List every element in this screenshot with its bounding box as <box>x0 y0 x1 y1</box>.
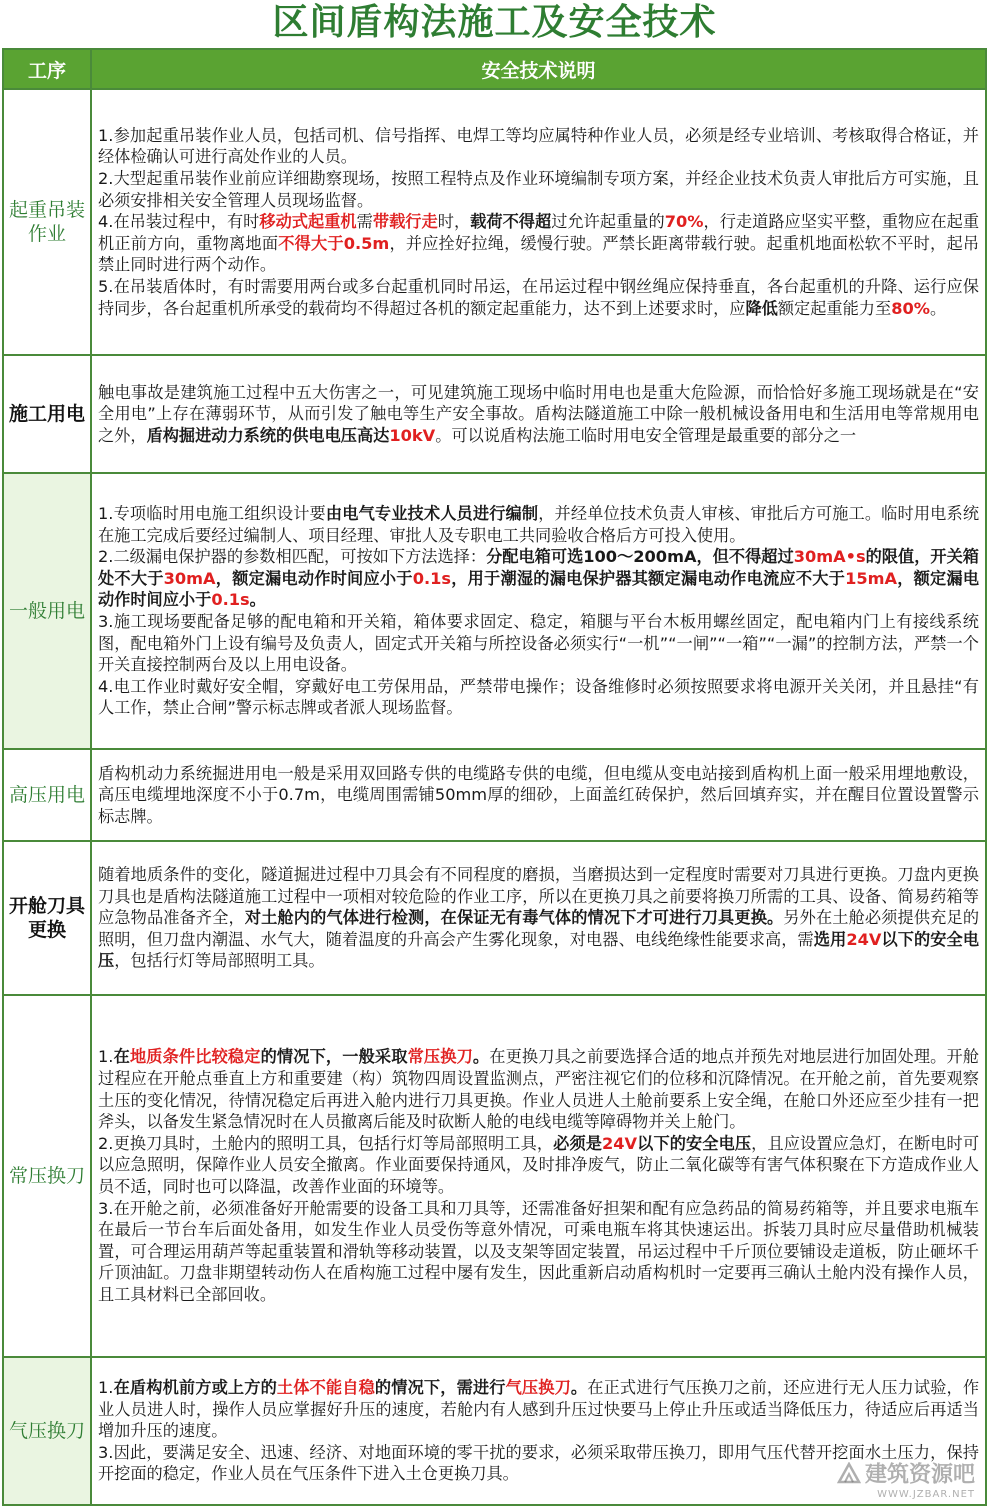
bold-text: 。 <box>472 1047 490 1067</box>
highlight-text: 0.1s <box>211 590 250 610</box>
bold-text: 载荷不得超 <box>470 212 552 232</box>
paragraph <box>98 125 979 168</box>
table-row <box>3 89 986 355</box>
watermark-url: WWW.JZBAR.NET <box>877 1489 975 1500</box>
paragraph <box>98 763 979 828</box>
description-cell <box>91 749 986 841</box>
paragraph <box>98 503 979 546</box>
description-cell <box>91 355 986 473</box>
description-cell <box>91 473 986 749</box>
bold-text: 在盾构机前方或上方的 <box>113 1378 277 1398</box>
paragraph <box>98 1377 979 1442</box>
paragraph <box>98 168 979 211</box>
bold-text: 以下的安全电压 <box>98 929 980 971</box>
text-run: 2.大型起重吊装作业前应详细勘察现场，按照工程特点及作业环境编制专项方案，并经企业技术负责人审批后方可实施，且必须安排相关安全管理人员现场监督。 <box>98 169 979 210</box>
bold-text: 在 <box>113 1047 130 1067</box>
paragraph <box>98 1133 979 1198</box>
bold-text: 的情况下，一般采取 <box>260 1047 408 1067</box>
text-run: 1. <box>98 1378 114 1398</box>
paragraph <box>98 211 979 276</box>
paragraph <box>98 382 979 447</box>
bold-text: ，额定漏电动作时间应小于 <box>215 568 413 588</box>
text-run: 额定起重能力至 <box>777 298 892 318</box>
text-run: 盾构机动力系统掘进用电一般是采用双回路专供的电缆路专供的电缆，但电缆从变电站接到盾构机上面一般采用埋地敷设，高压电缆埋地深度不小于0.7m，电缆周围需铺50mm厚的细砂，上面盖红砖保护，然后回填弃实，并在醒目位置设置警示标志牌。 <box>98 763 979 826</box>
header-description: 安全技术说明 <box>91 49 986 89</box>
highlight-text: 气压换刀 <box>505 1378 571 1398</box>
highlight-text: 带载行走 <box>372 212 438 232</box>
bold-text: ，额定漏电动作时间应小于 <box>98 568 980 610</box>
table-row <box>3 355 986 473</box>
bold-text: 降低 <box>745 298 778 318</box>
text-run: 2.二级漏电保护器的参数相匹配，可按如下方法选择： <box>98 547 487 567</box>
text-run: 需 <box>356 212 373 232</box>
bold-text: 由电气专业技术人员进行编制 <box>325 504 539 524</box>
text-run: 2.更换刀具时，土舱内的照明工具，包括行灯等局部照明工具， <box>98 1133 554 1153</box>
process-cell: 开舱刀具更换 <box>3 841 91 995</box>
paragraph <box>98 1046 979 1132</box>
highlight-text: 0.1s <box>412 568 452 588</box>
text-run: 。 <box>929 298 947 318</box>
text-run: 5.在吊装盾体时，有时需要用两台或多台起重机同时吊运，在吊运过程中钢丝绳应保持垂直，各台起重机的升降、运行应保持同步，各台起重机所承受的载荷均不得超过各机的额定起重能力，达不到上述要求时，应 <box>98 276 979 318</box>
bold-text: 的情况下，需进行 <box>374 1378 506 1398</box>
text-run: 过允许起重量的 <box>551 212 665 232</box>
highlight-text: 常压换刀 <box>407 1047 473 1067</box>
table-row <box>3 841 986 995</box>
process-cell: 一般用电 <box>3 473 91 749</box>
bold-text: 的限值，开关箱处不大于 <box>98 547 979 588</box>
text-run: 时， <box>437 212 471 232</box>
process-cell: 气压换刀 <box>3 1357 91 1505</box>
bold-text: ，用于潮湿的漏电保护器其额定漏电动作电流应不大于 <box>451 568 846 588</box>
bold-text: 分配电箱可选100～200mA，但不得超过 <box>486 547 794 567</box>
bold-text: 。 <box>570 1378 588 1398</box>
text-run: 3.施工现场要配备足够的配电箱和开关箱，箱体要求固定、稳定，箱腿与平台木板用螺丝固定，配电箱内门上有接线系统图，配电箱外门上设有编号及负责人，固定式开关箱与所控设备必须实行“一机”“一闸”“一箱”“一漏”的控制方法，严禁一个开关直接控制两台及以上用电设备。 <box>98 612 979 675</box>
safety-table <box>2 48 987 1506</box>
page-title: 区间盾构法施工及安全技术 <box>272 2 717 43</box>
paragraph <box>98 611 979 676</box>
paragraph <box>98 546 979 611</box>
description-cell <box>91 89 986 355</box>
text-run: 4.电工作业时戴好安全帽，穿戴好电工劳保用品，严禁带电操作；设备维修时必须按照要求将电源开关关闭，并且悬挂“有人工作，禁止合闸”警示标志牌或者派人现场监督。 <box>98 676 979 718</box>
highlight-text: 地质条件比较稳定 <box>129 1047 261 1067</box>
highlight-text: 10kV <box>389 425 436 445</box>
process-cell: 高压用电 <box>3 749 91 841</box>
header-process: 工序 <box>3 49 91 89</box>
bold-text: 盾构掘进动力系统的供电电压高达 <box>146 425 390 445</box>
highlight-text: 80% <box>891 298 930 318</box>
highlight-text: 30mA•s <box>793 547 866 567</box>
process-cell: 施工用电 <box>3 355 91 473</box>
highlight-text: 土体不能自稳 <box>276 1378 375 1398</box>
highlight-text: 24V <box>602 1133 638 1153</box>
text-run: 在正式进行气压换刀之前，还应进行无人压力试验，作业人员进人时，操作人员应掌握好升压的速度，若舱内有人感到升压过快要马上停止升压或适当降低压力，待适应后再适当增加升压的速度。 <box>98 1378 980 1441</box>
table-row <box>3 749 986 841</box>
watermark-name: 建筑资源吧 <box>864 1462 975 1488</box>
process-cell: 起重吊装作业 <box>3 89 91 355</box>
highlight-text: 移动式起重机 <box>259 212 357 232</box>
text-run: 。可以说盾构法施工临时用电安全管理是最重要的部分之一 <box>435 425 857 445</box>
bold-text: 必须是 <box>553 1133 603 1153</box>
bold-text: 对土舱内的气体进行检测，在保证无有毒气体的情况下才可进行刀具更换。 <box>244 908 784 928</box>
watermark <box>837 1462 975 1501</box>
highlight-text: 30mA <box>163 568 216 588</box>
bold-text: 。 <box>249 590 266 610</box>
highlight-text: 24V <box>846 929 882 949</box>
paragraph <box>98 276 979 319</box>
text-run: 3.因此，要满足安全、迅速、经济、对地面环境的零干扰的要求，必须采取带压换刀，即用气压代替开挖面水土压力，保持开挖面的稳定，作业人员在气压条件下进入土仓更换刀具。 <box>98 1442 979 1484</box>
watermark-logo-icon <box>837 1462 861 1489</box>
text-run: 在更换刀具之前要选择合适的地点并预先对地层进行加固处理。开舱过程应在开舱点垂直上方和重要建（构）筑物四周设置监测点，严密注视它们的位移和沉降情况。在开舱之前，首先要观察土压的变化情况，待情况稳定后再进入舱内进行刀具更换。作业人员进人土舱前要系上安全绳，在舱口外还应至少挂有一把斧头，以备发生紧急情况时在人员撤离后能及时砍断人舱的电线电缆等障碍物并关上舱门。 <box>98 1047 980 1132</box>
text-run: ，并经单位技术负责人审核、审批后方可施工。临时用电系统在施工完成后要经过编制人、项目经理、审批人及专职电工共同验收合格后方可投入使用。 <box>98 504 980 545</box>
highlight-text: 不得大于0.5m <box>278 233 390 253</box>
highlight-text: 15mA <box>845 568 897 588</box>
text-run: 1.专项临时用电施工组织设计要 <box>98 504 326 524</box>
text-run: 3.在开舱之前，必须准备好开舱需要的设备工具和刀具等，还需准备好担架和配有应急药品的简易药箱等，并且要求电瓶车在最后一节台车后面处备用，如发生作业人员受伤等意外情况，可乘电瓶车将其快速运出。拆装刀具时应尽量借助机械装置，可合理运用葫芦等起重装置和滑轨等移动装置，以及支架等固定装置，吊运过程中千斤顶位要铺设走道板，防止砸坏千斤顶油缸。刀盘非期望转动伤人在盾构施工过程中屡有发生，因此重新启动盾构机时一定要再三确认土舱内没有操作人员，且工具材料已全部回收。 <box>98 1198 979 1304</box>
text-run: 随着地质条件的变化，隧道掘进过程中刀具会有不同程度的磨损，当磨损达到一定程度时需要对刀具进行更换。刀盘内更换刀具也是盾构法隧道施工过程中一项相对较危险的作业工序，所以在更换刀具之前要将换刀所需的工具、设备、简易药箱等应急物品准备齐全， <box>98 865 979 928</box>
bold-text: 以下的安全电压 <box>637 1133 752 1153</box>
text-run: ，行走道路应坚实平整，重物应在起重机正前方向，重物离地面 <box>98 212 980 253</box>
table-row <box>3 995 986 1357</box>
text-run: 1.参加起重吊装作业人员，包括司机、信号指挥、电焊工等均应属特种作业人员，必须是经专业培训、考核取得合格证，并经体检确认可进行高处作业的人员。 <box>98 125 979 167</box>
text-run: ，包括行灯等局部照明工具。 <box>114 951 325 971</box>
text-run: 触电事故是建筑施工过程中五大伤害之一，可见建筑施工现场中临时用电也是重大危险源，而恰恰好多施工现场就是在“安全用电”上存在薄弱环节，从而引发了触电等生产安全事故。盾构法隧道施工中除一般机械设备用电和生活用电等常规用电之外， <box>98 382 979 445</box>
process-cell: 常压换刀 <box>3 995 91 1357</box>
table-header-row <box>3 49 986 89</box>
text-run: ，并应拴好拉绳，缓慢行驶。严禁长距离带载行驶。起重机地面松软不平时，起吊禁止同时进行两个动作。 <box>98 233 980 275</box>
text-run: 另外在土舱必须提供充足的照明，但刀盘内潮温、水气大，随着温度的升高会产生雾化现象，对电器、电线绝缘性能要求高，需 <box>98 908 980 949</box>
table-row <box>3 473 986 749</box>
paragraph <box>98 676 979 719</box>
text-run: 4.在吊装过程中，有时 <box>98 212 260 232</box>
paragraph <box>98 864 979 972</box>
highlight-text: 70% <box>664 212 704 232</box>
text-run: ，且应设置应急灯，在断电时可以应急照明，保障作业人员安全撤离。作业面要保持通风，及时排净废气，防止二氧化碳等有害气体积聚在下方造成作业人员不适，同时也可以降温，改善作业面的环境等。 <box>98 1133 980 1196</box>
description-cell <box>91 995 986 1357</box>
description-cell <box>91 841 986 995</box>
text-run: 1. <box>98 1047 114 1067</box>
bold-text: 选用 <box>813 929 847 949</box>
paragraph <box>98 1198 979 1306</box>
